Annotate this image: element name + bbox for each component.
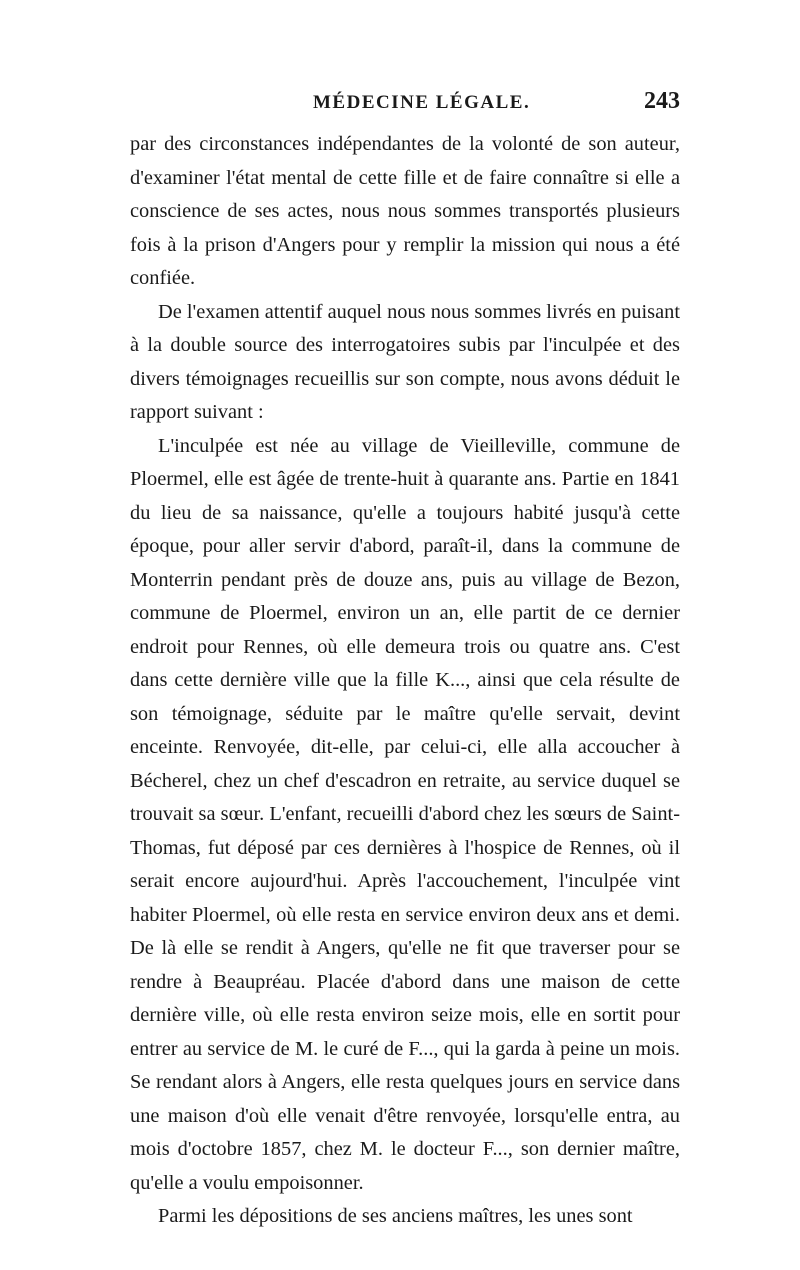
paragraph-biography: L'inculpée est née au village de Vieilleville, commune de Ploermel, elle est âgée de trente-huit à quarante ans. Partie en 1841 du lieu de sa naissance, qu'elle a toujours habité jusqu'à cette époque, pour aller servir d'abord, paraît-il, dans la commune de Monterrin pendant près de douze ans, puis au village de Bezon, commune de Ploermel, environ un an, elle partit de ce dernier endroit pour Rennes, où elle demeura trois ou quatre ans. C'est dans cette dernière ville que la fille K..., ainsi que cela résulte de son témoignage, séduite par le maître qu'elle servait, devint enceinte. Renvoyée, dit-elle, par celui-ci, elle alla accoucher à Bécherel, chez un chef d'escadron en retraite, au service duquel se trouvait sa sœur. L'enfant, recueilli d'abord chez les sœurs de Saint-Thomas, fut déposé par ces dernières à l'hospice de Rennes, où il serait encore aujourd'hui. Après l'accouchement, l'inculpée vint habiter Ploermel, où elle resta en service environ deux ans et demi. De là elle se rendit à Angers, qu'elle ne fit que traverser pour se rendre à Beaupréau. Placée d'abord dans une maison de cette dernière ville, où elle resta environ seize mois, elle en sortit pour entrer au service de M. le curé de F..., qui la garda à peine un mois. Se rendant alors à Angers, elle resta quelques jours en service dans une maison d'où elle venait d'être renvoyée, lorsqu'elle entra, au mois d'octobre 1857, chez M. le docteur F..., son dernier maître, qu'elle a voulu empoisonner. bbox=[130, 434, 680, 1194]
running-head bbox=[130, 88, 680, 118]
running-title: MÉDECINE LÉGALE. bbox=[313, 92, 531, 113]
paragraph-depositions: Parmi les dépositions de ses anciens maîtres, les unes sont bbox=[158, 1205, 633, 1227]
paragraph-examination: De l'examen attentif auquel nous nous sommes livrés en puisant à la double source des interrogatoires subis par l'inculpée et des divers témoignages recueillis sur son compte, nous avons déduit le rapport suivant : bbox=[130, 300, 680, 423]
body-text bbox=[130, 128, 680, 1234]
paragraph-continuation: par des circonstances indépendantes de la volonté de son auteur, d'examiner l'état mental de cette fille et de faire connaître si elle a conscience de ses actes, nous nous sommes transportés plusieurs fois à la prison d'Angers pour y remplir la mission qui nous a été confiée. bbox=[130, 133, 680, 289]
page-number: 243 bbox=[644, 88, 680, 114]
